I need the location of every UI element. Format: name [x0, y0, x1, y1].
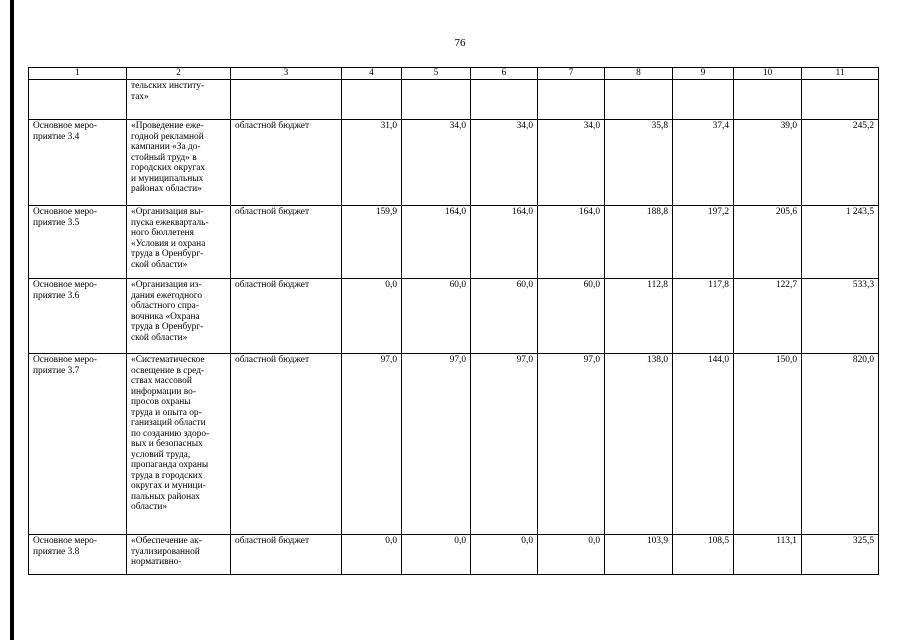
funding-source-cell: областной бюджет: [231, 279, 342, 354]
value-cell: 97,0: [402, 354, 471, 535]
column-header: 11: [802, 68, 879, 80]
event-name-cell: «Организация из- дания ежегодного областного спра- вочника «Охрана труда в Оренбург- ской области»: [127, 279, 231, 354]
value-cell: 138,0: [605, 354, 673, 535]
value-cell: 34,0: [538, 120, 605, 206]
value-cell: 97,0: [342, 354, 402, 535]
column-header: 1: [29, 68, 127, 80]
value-cell: 60,0: [402, 279, 471, 354]
value-cell: 150,0: [734, 354, 802, 535]
event-name-cell: «Организация вы- пуска ежекварталь- ного бюллетеня «Условия и охрана труда в Оренбург- ской области»: [127, 206, 231, 279]
total-cell: 820,0: [802, 354, 879, 535]
value-cell: 37,4: [673, 120, 734, 206]
table-row: [29, 120, 879, 206]
event-cell: Основное меро- приятие 3.6: [29, 279, 127, 354]
total-cell: 245,2: [802, 120, 879, 206]
continuation-row: [29, 80, 879, 120]
column-header: 3: [231, 68, 342, 80]
value-cell: 0,0: [538, 535, 605, 575]
value-cell: 60,0: [471, 279, 538, 354]
funding-source-cell: областной бюджет: [231, 120, 342, 206]
table-row: [29, 279, 879, 354]
value-cell: 144,0: [673, 354, 734, 535]
column-header: 6: [471, 68, 538, 80]
value-cell: 31,0: [342, 120, 402, 206]
value-cell: 197,2: [673, 206, 734, 279]
value-cell: 205,6: [734, 206, 802, 279]
scan-edge-bar: [10, 0, 14, 640]
value-cell: 164,0: [471, 206, 538, 279]
total-cell: 533,3: [802, 279, 879, 354]
column-header: 4: [342, 68, 402, 80]
value-cell: 34,0: [471, 120, 538, 206]
column-header: 2: [127, 68, 231, 80]
value-cell: 0,0: [342, 279, 402, 354]
value-cell: 113,1: [734, 535, 802, 575]
value-cell: 0,0: [471, 535, 538, 575]
value-cell: 35,8: [605, 120, 673, 206]
funding-source-cell: областной бюджет: [231, 354, 342, 535]
funding-source-cell: областной бюджет: [231, 535, 342, 575]
value-cell: 97,0: [471, 354, 538, 535]
total-cell: 1 243,5: [802, 206, 879, 279]
event-cell: Основное меро- приятие 3.4: [29, 120, 127, 206]
continuation-text: тельских институ- тах»: [127, 80, 231, 120]
total-cell: 325,5: [802, 535, 879, 575]
value-cell: 108,5: [673, 535, 734, 575]
event-cell: Основное меро- приятие 3.7: [29, 354, 127, 535]
value-cell: 112,8: [605, 279, 673, 354]
column-header: 9: [673, 68, 734, 80]
value-cell: 60,0: [538, 279, 605, 354]
value-cell: 103,9: [605, 535, 673, 575]
event-name-cell: «Проведение еже- годной рекламной кампании «За до- стойный труд» в городских округах и муниципальных районах области»: [127, 120, 231, 206]
event-cell: Основное меро- приятие 3.8: [29, 535, 127, 575]
column-header: 8: [605, 68, 673, 80]
column-header: 10: [734, 68, 802, 80]
value-cell: 34,0: [402, 120, 471, 206]
value-cell: 0,0: [342, 535, 402, 575]
value-cell: 164,0: [402, 206, 471, 279]
event-cell: Основное меро- приятие 3.5: [29, 206, 127, 279]
event-name-cell: «Обеспечение ак- туализированной нормативно-: [127, 535, 231, 575]
header-row: [29, 68, 879, 80]
funding-source-cell: областной бюджет: [231, 206, 342, 279]
value-cell: 188,8: [605, 206, 673, 279]
column-header: 5: [402, 68, 471, 80]
table-row: [29, 354, 879, 535]
column-header: 7: [538, 68, 605, 80]
page-number: 76: [454, 37, 466, 49]
value-cell: 164,0: [538, 206, 605, 279]
event-name-cell: «Систематическое освещение в сред- ствах массовой информации во- просов охраны труда и опыта ор- ганизаций области по созданию здоро- вых и безопасных условий труда, пропаганда охраны труда в городских округах и муници- пальных районах области»: [127, 354, 231, 535]
budget-table: [28, 67, 879, 575]
table-row: [29, 535, 879, 575]
value-cell: 97,0: [538, 354, 605, 535]
value-cell: 117,8: [673, 279, 734, 354]
value-cell: 122,7: [734, 279, 802, 354]
value-cell: 39,0: [734, 120, 802, 206]
value-cell: 159,9: [342, 206, 402, 279]
table-row: [29, 206, 879, 279]
value-cell: 0,0: [402, 535, 471, 575]
